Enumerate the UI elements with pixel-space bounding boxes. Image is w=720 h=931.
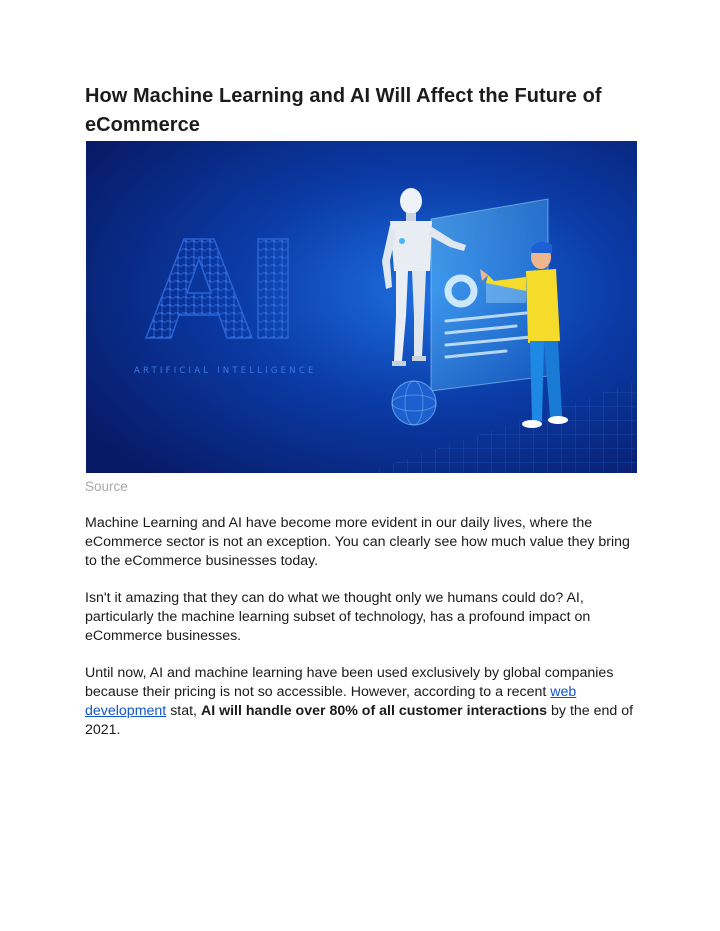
highlight-stat: AI will handle over 80% of all customer interactions (200, 702, 548, 719)
web-development-link[interactable]: web development (85, 684, 577, 719)
image-caption: Source (85, 479, 128, 494)
ai-tagline: ARTIFICIAL INTELLIGENCE (134, 366, 317, 376)
hero-image (86, 141, 637, 473)
article-header (85, 82, 640, 140)
paragraph-3-text-end: by the end of 2021. (85, 702, 634, 738)
paragraph-3-text: Until now, AI and machine learning have been used exclusively by global companies because their pricing is not so accessible. However, according to a recent (85, 665, 614, 701)
article-body (85, 514, 645, 758)
paragraph-3 (85, 664, 645, 739)
paragraph-2: Isn't it amazing that they can do what we thought only we humans could do? AI, particularly the machine learning subset of technology, has a profound impact on eCommerce businesses. (85, 590, 591, 644)
paragraph-1: Machine Learning and AI have become more evident in our daily lives, where the eCommerce sector is not an exception. You can clearly see how much value they bring to the eCommerce businesses today. (85, 515, 630, 569)
ai-illustration (86, 141, 637, 473)
paragraph-3-text-mid: stat, (166, 702, 201, 719)
article-title: How Machine Learning and AI Will Affect the Future of eCommerce (85, 85, 602, 136)
